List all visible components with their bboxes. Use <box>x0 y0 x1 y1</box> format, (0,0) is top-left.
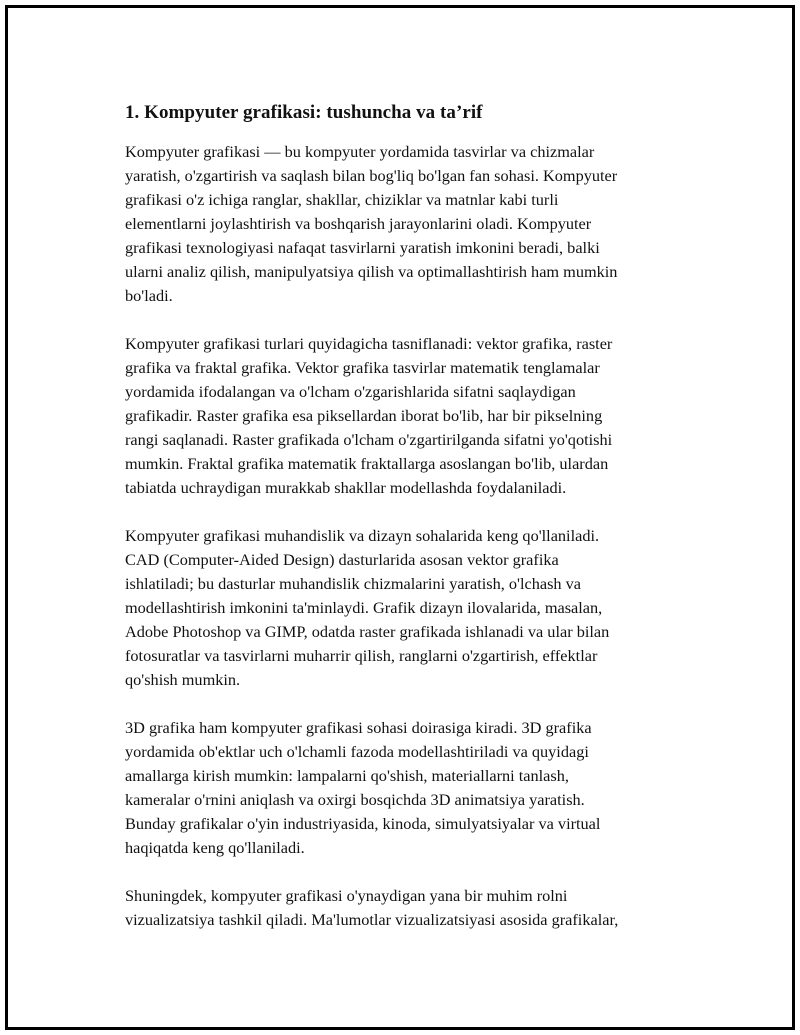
paragraph-3d-graphics <box>125 716 685 860</box>
text-line: ishlatiladi; bu dasturlar muhandislik chizmalarini yaratish, o'lchash va <box>125 574 581 593</box>
text-line: grafika va fraktal grafika. Vektor grafika tasvirlar matematik tenglamalar <box>125 358 600 377</box>
paragraph-types <box>125 332 685 500</box>
text-line: kameralar o'rnini aniqlash va oxirgi bosqichda 3D animatsiya yaratish. <box>125 790 585 809</box>
section-heading: 1. Kompyuter grafikasi: tushuncha va ta’rif <box>125 102 483 123</box>
document-body <box>125 100 685 956</box>
text-line: Bunday grafikalar o'yin industriyasida, kinoda, simulyatsiyalar va virtual <box>125 814 601 833</box>
text-line: yaratish, o'zgartirish va saqlash bilan bog'liq bo'lgan fan sohasi. Kompyuter <box>125 166 618 185</box>
text-line: yordamida ifodalangan va o'lcham o'zgarishlarida sifatni saqlaydigan <box>125 382 576 401</box>
text-line: modellashtirish imkonini ta'minlaydi. Grafik dizayn ilovalarida, masalan, <box>125 598 603 617</box>
text-line: Kompyuter grafikasi — bu kompyuter yordamida tasvirlar va chizmalar <box>125 142 595 161</box>
text-line: 3D grafika ham kompyuter grafikasi sohasi doirasiga kiradi. 3D grafika <box>125 718 592 737</box>
text-line: fotosuratlar va tasvirlarni muharrir qilish, ranglarni o'zgartirish, effektlar <box>125 646 598 665</box>
text-line: qo'shish mumkin. <box>125 670 241 689</box>
text-line: grafikadir. Raster grafika esa piksellardan iborat bo'lib, har bir pikselning <box>125 406 603 425</box>
text-line: haqiqatda keng qo'llaniladi. <box>125 838 305 857</box>
text-line: bo'ladi. <box>125 286 173 305</box>
paragraph-definition <box>125 140 685 308</box>
text-line: elementlarni joylashtirish va boshqarish jarayonlarini oladi. Kompyuter <box>125 214 592 233</box>
page-frame <box>5 5 795 1030</box>
text-line: Adobe Photoshop va GIMP, odatda raster grafikada ishlanadi va ular bilan <box>125 622 610 641</box>
text-line: tabiatda uchraydigan murakkab shakllar modellashda foydalaniladi. <box>125 478 567 497</box>
text-line: grafikasi texnologiyasi nafaqat tasvirlarni yaratish imkonini beradi, balki <box>125 238 600 257</box>
text-line: Shuningdek, kompyuter grafikasi o'ynaydigan yana bir muhim rolni <box>125 886 568 905</box>
text-line: Kompyuter grafikasi muhandislik va dizayn sohalarida keng qo'llaniladi. <box>125 526 600 545</box>
paragraph-visualization <box>125 884 685 932</box>
text-line: vizualizatsiya tashkil qiladi. Ma'lumotlar vizualizatsiyasi asosida grafikalar, <box>125 910 619 929</box>
paragraph-applications <box>125 524 685 692</box>
text-line: ularni analiz qilish, manipulyatsiya qilish va optimallashtirish ham mumkin <box>125 262 618 281</box>
text-line: amallarga kirish mumkin: lampalarni qo'shish, materiallarni tanlash, <box>125 766 569 785</box>
text-line: mumkin. Fraktal grafika matematik fraktallarga asoslangan bo'lib, ulardan <box>125 454 609 473</box>
text-line: Kompyuter grafikasi turlari quyidagicha tasniflanadi: vektor grafika, raster <box>125 334 613 353</box>
text-line: yordamida ob'ektlar uch o'lchamli fazoda modellashtiriladi va quyidagi <box>125 742 589 761</box>
text-line: grafikasi o'z ichiga ranglar, shakllar, chiziklar va matnlar kabi turli <box>125 190 559 209</box>
text-line: rangi saqlanadi. Raster grafikada o'lcham o'zgartirilganda sifatni yo'qotishi <box>125 430 613 449</box>
text-line: CAD (Computer-Aided Design) dasturlarida asosan vektor grafika <box>125 550 559 569</box>
